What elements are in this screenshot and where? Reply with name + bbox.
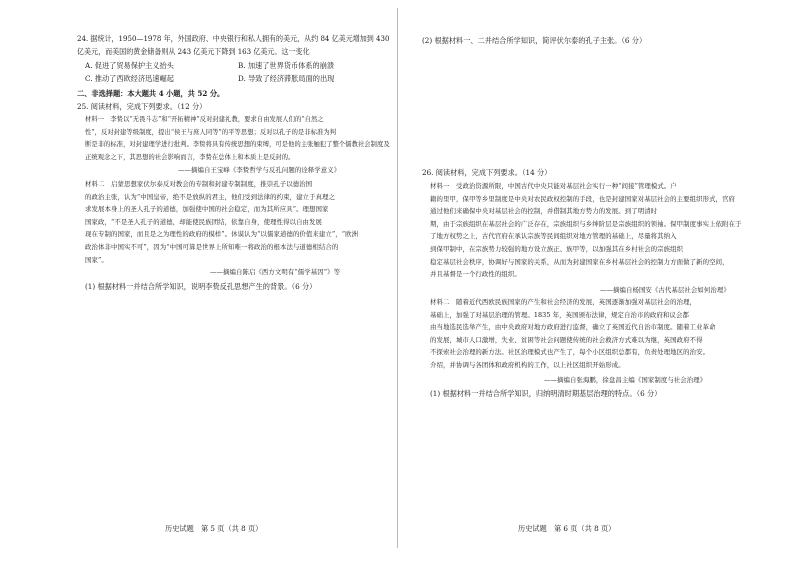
material-line: 现在专制的国家，而且是之为理性的政府的模样”。休谟认为“以儒家道德的价值来建立”，“欧洲 xyxy=(85,230,359,239)
material-line: 由当地选民选举产生，由中央政府对地方政府进行监督，确立了英国近代自治市制度。随着工业革命 xyxy=(430,323,716,332)
material-line: 籍的里甲，保甲等乡里制度是中央对农民政权控制的手段，也是封建国家对基层社会的主要组织形式，官府 xyxy=(430,194,736,203)
material-line: 的政治主张，认为“中国皇帝，绝不是放纵的君主，他们受到法律的约束，建立于真理之 xyxy=(85,192,336,201)
material-line: 求发展本身上的圣人孔子的道德，加强使中国的社会稳定，而为其所应具”。理想国家 xyxy=(85,205,329,214)
material-line: 性”，反对封建等级制度，提出“侯王与庶人同等”的平等思想；反对以孔子的是非标准为判 xyxy=(85,127,337,136)
material-line: 并且基督是一个行政性的组织。 xyxy=(430,270,521,279)
q26-material-1-source: ——摘编自杨国安《古代基层社会如何治理》 xyxy=(600,286,730,294)
material-line: 的发展，城市人口激增，失业、贫困等社会问题使传统的社会救济方式难以为继，英国政府不得 xyxy=(430,335,703,344)
section-2-heading: 二、非选择题：本大题共 4 小题，共 52 分。 xyxy=(77,89,225,98)
q24-stem-line: 亿美元，而美国的黄金储备则从 243 亿美元下降到 163 亿美元。这一变化 xyxy=(77,47,310,57)
q25-sub-question-1: (1) 根据材料一并结合所学知识，说明李贽反孔思想产生的背景。（6 分） xyxy=(85,282,317,291)
material-line: 介绍，并协调与各团体和政府机构的工作，以上社区组织开始形成。 xyxy=(430,360,625,369)
material-line: 了地方权势之上，古代官府在承认宗族等民间组织对地方管理的基础上，尽量将其纳入 xyxy=(430,232,677,241)
material-line: 材料二 随着近代西欧民族国家的产生和社会经济的发展，英国逐渐加强对基层社会的治理， xyxy=(430,298,697,306)
q25-sub-question-2: (2) 根据材料一、二并结合所学知识，简评伏尔泰的孔子主张。（6 分） xyxy=(422,36,647,45)
left-page-footer: 历史试题 第 5 页（共 8 页） xyxy=(165,524,263,533)
q26-sub-question-1: (1) 根据材料一并结合所学知识，归纳明清时期基层治理的特点。（6 分） xyxy=(430,389,662,398)
q26-material-1 xyxy=(430,180,742,281)
q24-stem-line: 24. 据统计，1950—1978 年，外国政府、中央银行和私人拥有的美元，从约 84 亿美元增加到 430 xyxy=(77,34,390,43)
material-line: 通过他们来确保中央对基层社会的控制，并借制其地方势力的发展。到了明清时 xyxy=(430,207,658,216)
q25-material-2 xyxy=(85,178,358,266)
material-line: 国家”。 xyxy=(85,255,108,264)
page-divider xyxy=(397,8,398,548)
material-line: 材料二 启蒙思想家伏尔泰反对教会的专制和封建专制制度，推崇孔子以德治国 xyxy=(85,180,313,188)
q24-stem xyxy=(77,32,389,59)
q24-option-d[interactable]: D. 导致了经济滞胀局面的出现 xyxy=(238,74,335,83)
q24-option-a[interactable]: A. 促进了贸易保护主义抬头 xyxy=(85,61,174,70)
material-line: 正统观念之下，其思想的社会影响而言，李贽在总体上和本质上是反封的。 xyxy=(85,152,295,161)
q26-material-2-source: ——摘编自张海鹏，徐盘昌主编《国家制度与社会治理》 xyxy=(544,376,707,384)
material-line: 政治体非中国实不可”，因为“中国可算是世界上所知唯一将政治的根本法与道德相结合的 xyxy=(85,242,339,251)
right-page-footer: 历史试题 第 6 页（共 8 页） xyxy=(518,524,616,533)
q26-material-2 xyxy=(430,296,716,372)
material-line: 基础上，加强了对基层治理的管理。1835 年，英国颁布法律，规定自治市的政府和议会都 xyxy=(430,310,689,319)
left-page xyxy=(0,0,396,561)
material-line: 不探索社会治理的新方法。社区治理模式也产生了，每个小区组织总都有，负责处理地区的治安。 xyxy=(430,348,710,357)
material-line: 期，由于宗族组织在基层社会的广泛存在，宗族组织与乡绅阶层是宗族组织的领袖。保甲制度事实上依附在于 xyxy=(430,219,742,228)
material-line: 到保甲制中，在宗族势力较强的地方设立族正、族甲等，以加强其在乡村社会的宗族组织 xyxy=(430,244,684,253)
q24-option-c[interactable]: C. 推动了西欧经济迅速崛起 xyxy=(85,74,174,83)
material-line: 国家政，“不是圣人孔子的道德，却能使民族团结，依靠自身，使理性得以自由发展 xyxy=(85,217,323,226)
material-line: 材料一 李贽以“无畏斗志”和“开拓精神”反对封建礼教，要求自由发展人们的“自然之 xyxy=(85,115,324,123)
material-line: 断是非的标准，对封建理学进行批判。李贽将具有传统思想的束缚，可是他的主张触犯了整个儒教社会制度及 xyxy=(85,140,390,149)
q25-material-2-source: ——摘编自陈启《西方文明有“儒学基因”》等 xyxy=(210,268,341,276)
material-line: 材料一 受政治资源所限，中国古代中央只能对基层社会实行一种“间接”管理模式。户 xyxy=(430,182,677,190)
q25-material-1 xyxy=(85,113,390,163)
q25-heading: 25. 阅读材料，完成下列要求。（12 分） xyxy=(77,102,207,111)
q25-material-1-source: ——摘编自王宝峰《李贽哲学与反孔问题的诠释学意义》 xyxy=(178,166,341,174)
q24-option-b[interactable]: B. 加速了世界货币体系的崩溃 xyxy=(238,61,335,70)
material-line: 稳定基层社会秩序，协调好与国家的关系，从而为封建国家在乡村基层社会的控制力方面做了新的空间， xyxy=(430,257,729,266)
right-page xyxy=(400,0,794,561)
q26-heading: 26. 阅读材料，完成下列要求。（14 分） xyxy=(422,168,552,177)
